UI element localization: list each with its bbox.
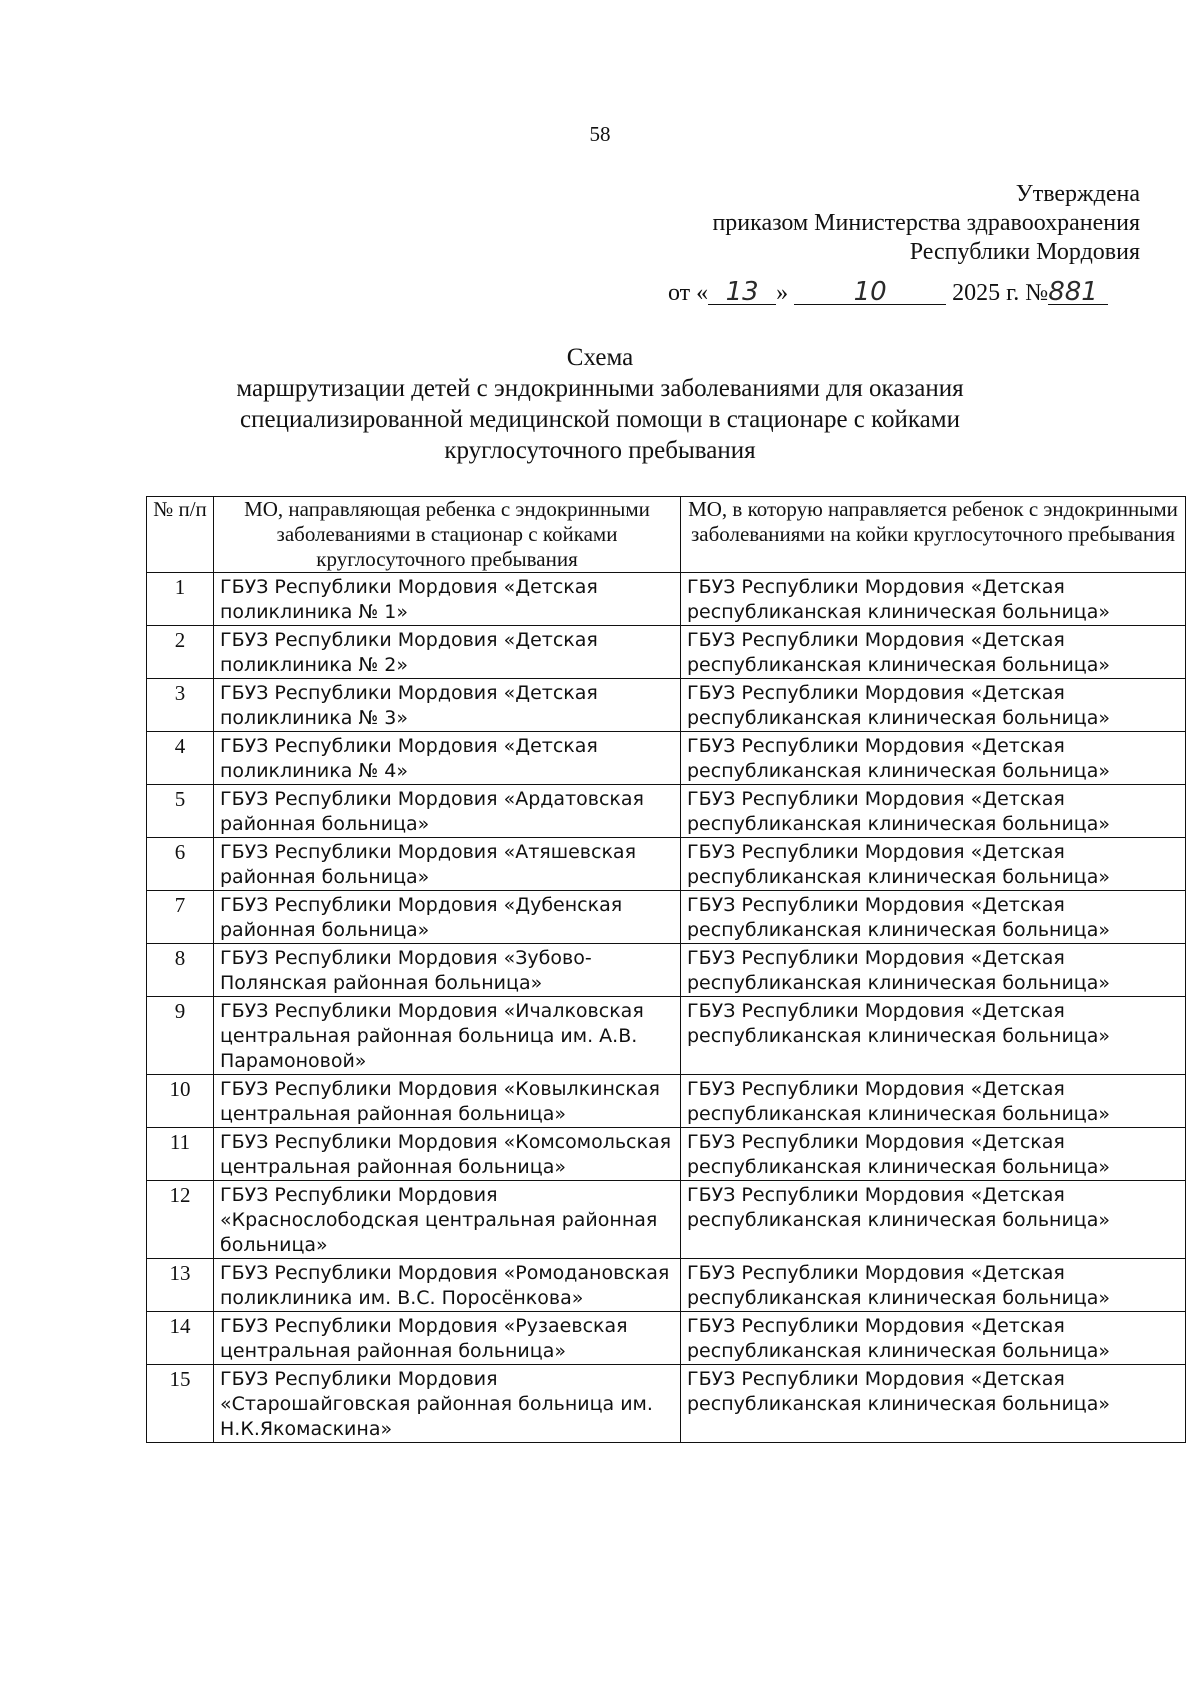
row-source-mo: ГБУЗ Республики Мордовия «Дубенская районная больница» (214, 891, 681, 944)
table-row (147, 785, 1186, 838)
row-source-mo: ГБУЗ Республики Мордовия «Детская поликлиника № 1» (214, 573, 681, 626)
row-destination-mo: ГБУЗ Республики Мордовия «Детская республиканская клиническая больница» (681, 891, 1186, 944)
row-source-mo: ГБУЗ Республики Мордовия «Ромодановская поликлиника им. В.С. Поросёнкова» (214, 1259, 681, 1312)
table-row (147, 1075, 1186, 1128)
order-month-handwritten: 10 (794, 280, 946, 305)
row-destination-mo: ГБУЗ Республики Мордовия «Детская республиканская клиническая больница» (681, 1312, 1186, 1365)
title-heading: Схема (566, 344, 634, 371)
row-destination-mo: ГБУЗ Республики Мордовия «Детская республиканская клиническая больница» (681, 1259, 1186, 1312)
order-day-handwritten: 13 (708, 280, 776, 305)
row-number: 2 (147, 626, 214, 679)
routing-table (146, 496, 1186, 1443)
row-destination-mo: ГБУЗ Республики Мордовия «Детская республиканская клиническая больница» (681, 626, 1186, 679)
title-line-3: круглосуточного пребывания (444, 437, 756, 464)
row-destination-mo: ГБУЗ Республики Мордовия «Детская республиканская клиническая больница» (681, 1181, 1186, 1259)
table-row (147, 944, 1186, 997)
row-number: 8 (147, 944, 214, 997)
title-line-2: специализированной медицинской помощи в стационаре с койками (240, 406, 960, 433)
table-row (147, 1312, 1186, 1365)
table-row (147, 1181, 1186, 1259)
page-number: 58 (589, 122, 611, 146)
row-source-mo: ГБУЗ Республики Мордовия «Ковылкинская центральная районная больница» (214, 1075, 681, 1128)
row-number: 10 (147, 1075, 214, 1128)
row-source-mo: ГБУЗ Республики Мордовия «Ичалковская центральная районная больница им. А.В. Парамоновой» (214, 997, 681, 1075)
row-number: 13 (147, 1259, 214, 1312)
table-row (147, 891, 1186, 944)
row-destination-mo: ГБУЗ Республики Мордовия «Детская республиканская клиническая больница» (681, 732, 1186, 785)
row-source-mo: ГБУЗ Республики Мордовия «Зубово-Полянская районная больница» (214, 944, 681, 997)
row-destination-mo: ГБУЗ Республики Мордовия «Детская республиканская клиническая больница» (681, 679, 1186, 732)
order-quote-close: » (776, 280, 789, 306)
table-row (147, 626, 1186, 679)
header-source: МО, направляющая ребенка с эндокринными заболеваниями в стационар с койками круглосуточного пребывания (214, 497, 681, 573)
order-year-label: 2025 г. № (952, 280, 1049, 306)
table-row (147, 679, 1186, 732)
row-number: 7 (147, 891, 214, 944)
row-number: 5 (147, 785, 214, 838)
row-destination-mo: ГБУЗ Республики Мордовия «Детская республиканская клиническая больница» (681, 1075, 1186, 1128)
row-number: 4 (147, 732, 214, 785)
approval-line-3: Республики Мордовия (909, 239, 1140, 265)
table-row (147, 1259, 1186, 1312)
order-number-handwritten: 881 (1048, 280, 1108, 305)
title-line-1: маршрутизации детей с эндокринными заболеваниями для оказания (236, 375, 964, 402)
header-dest: МО, в которую направляется ребенок с эндокринными заболеваниями на койки круглосуточного пребывания (681, 497, 1186, 573)
approval-line-2: приказом Министерства здравоохранения (712, 210, 1140, 236)
row-number: 12 (147, 1181, 214, 1259)
approval-stamp (670, 180, 1140, 267)
row-destination-mo: ГБУЗ Республики Мордовия «Детская республиканская клиническая больница» (681, 997, 1186, 1075)
row-number: 1 (147, 573, 214, 626)
row-number: 11 (147, 1128, 214, 1181)
table-row (147, 1128, 1186, 1181)
table-row (147, 838, 1186, 891)
row-source-mo: ГБУЗ Республики Мордовия «Детская поликлиника № 4» (214, 732, 681, 785)
document-title (200, 342, 1000, 466)
table-header-row (147, 497, 1186, 573)
row-number: 9 (147, 997, 214, 1075)
row-number: 6 (147, 838, 214, 891)
row-source-mo: ГБУЗ Республики Мордовия «Старошайговская районная больница им. Н.К.Якомаскина» (214, 1365, 681, 1443)
approval-line-1: Утверждена (1015, 181, 1140, 207)
row-destination-mo: ГБУЗ Республики Мордовия «Детская республиканская клиническая больница» (681, 1365, 1186, 1443)
row-source-mo: ГБУЗ Республики Мордовия «Рузаевская центральная районная больница» (214, 1312, 681, 1365)
row-number: 14 (147, 1312, 214, 1365)
table-row (147, 1365, 1186, 1443)
row-number: 15 (147, 1365, 214, 1443)
row-destination-mo: ГБУЗ Республики Мордовия «Детская республиканская клиническая больница» (681, 573, 1186, 626)
order-from-label: от « (668, 280, 709, 306)
row-number: 3 (147, 679, 214, 732)
row-source-mo: ГБУЗ Республики Мордовия «Краснослободская центральная районная больница» (214, 1181, 681, 1259)
table-row (147, 732, 1186, 785)
row-source-mo: ГБУЗ Республики Мордовия «Ардатовская районная больница» (214, 785, 681, 838)
header-num: № п/п (147, 497, 214, 573)
row-destination-mo: ГБУЗ Республики Мордовия «Детская республиканская клиническая больница» (681, 838, 1186, 891)
table-row (147, 997, 1186, 1075)
row-destination-mo: ГБУЗ Республики Мордовия «Детская республиканская клиническая больница» (681, 785, 1186, 838)
row-source-mo: ГБУЗ Республики Мордовия «Атяшевская районная больница» (214, 838, 681, 891)
table-row (147, 573, 1186, 626)
order-date-number (668, 277, 1140, 307)
row-source-mo: ГБУЗ Республики Мордовия «Детская поликлиника № 2» (214, 626, 681, 679)
row-source-mo: ГБУЗ Республики Мордовия «Комсомольская центральная районная больница» (214, 1128, 681, 1181)
row-destination-mo: ГБУЗ Республики Мордовия «Детская республиканская клиническая больница» (681, 944, 1186, 997)
row-destination-mo: ГБУЗ Республики Мордовия «Детская республиканская клиническая больница» (681, 1128, 1186, 1181)
row-source-mo: ГБУЗ Республики Мордовия «Детская поликлиника № 3» (214, 679, 681, 732)
